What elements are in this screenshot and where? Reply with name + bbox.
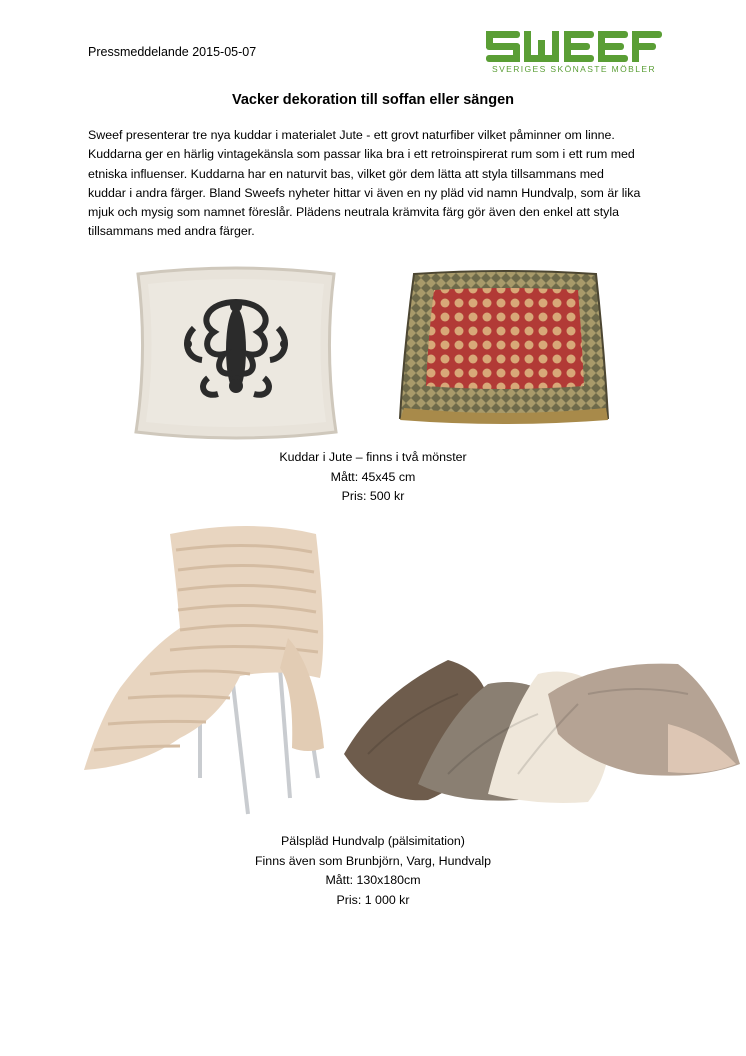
caption-line: Pälspläd Hundvalp (pälsimitation) <box>281 834 465 848</box>
sweef-wordmark-graphic <box>484 30 664 64</box>
article-paragraph <box>88 126 668 242</box>
caption-line: Finns även som Brunbjörn, Varg, Hundvalp <box>254 853 491 868</box>
throw-on-chair-image <box>80 518 340 818</box>
caption-line: Mått: 130x180cm <box>325 873 421 887</box>
cushion-damask-image <box>128 262 344 442</box>
cushion-pattern-image <box>396 268 612 428</box>
throw-caption <box>0 832 746 910</box>
paragraph-line: Sweef presenterar tre nya kuddar i materialet Jute - ett grovt naturfiber vilket påminner om linne. <box>88 128 615 142</box>
paragraph-line: etniska influenser. Kuddarna har en naturvit bas, vilket gör dem lätta att styla tillsammans med <box>88 166 604 181</box>
paragraph-line: tillsammans med andra färger. <box>88 224 255 239</box>
caption-line: Mått: 45x45 cm <box>330 469 416 484</box>
paragraph-line: kuddar i andra färger. Bland Sweefs nyheter hittar vi även en ny pläd vid namn Hundvalp, som är lika <box>88 185 641 200</box>
paragraph-line: Kuddarna ger en härlig vintagekänsla som passar lika bra i ett retroinspirerat rum som i ett rum med <box>88 147 635 162</box>
article-title: Vacker dekoration till soffan eller sängen <box>231 92 515 108</box>
throw-variants-image <box>338 654 742 806</box>
caption-line: Pris: 1 000 kr <box>336 892 410 907</box>
press-release-date: Pressmeddelande 2015-05-07 <box>88 45 257 59</box>
paragraph-line: mjuk och mysig som namnet föreslår. Plädens neutrala krämvita färg gör även den enkel att styla <box>88 205 619 220</box>
cushions-caption <box>0 448 746 507</box>
caption-line: Kuddar i Jute – finns i två mönster <box>279 450 467 464</box>
caption-line: Pris: 500 kr <box>341 489 405 503</box>
logo-tagline: SVERIGES SKÖNASTE MÖBLER <box>492 64 656 74</box>
sweef-logo <box>484 30 664 78</box>
